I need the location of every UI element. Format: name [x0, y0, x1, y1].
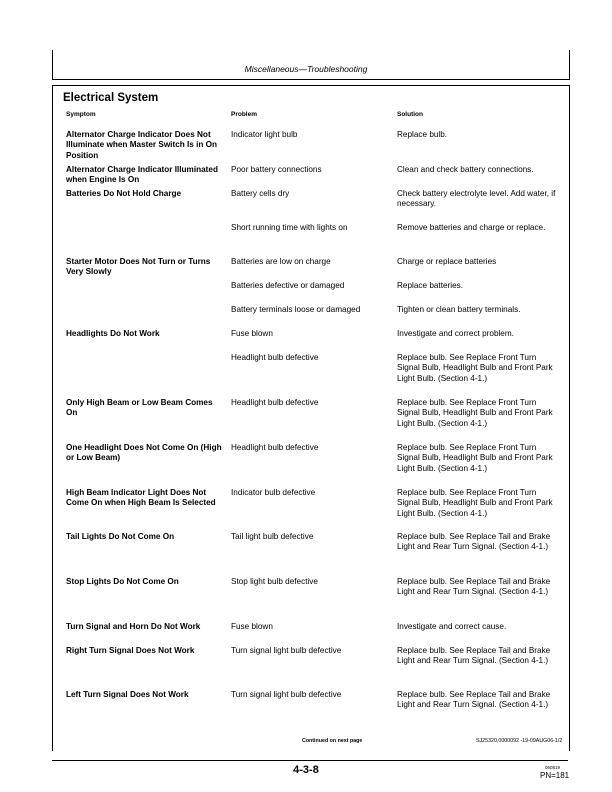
- problem-cell: Headlight bulb defective: [231, 443, 319, 452]
- page-header-title: Miscellaneous—Troubleshooting: [244, 64, 368, 74]
- solution-cell: Replace bulb. See Replace Tail and Brake Light and Rear Turn Signal. (Section 4-1.): [397, 577, 551, 597]
- solution-cell: Charge or replace batteries: [397, 257, 497, 266]
- symptom-cell: Right Turn Signal Does Not Work: [66, 646, 195, 655]
- solution-cell: Replace bulb. See Replace Tail and Brake Light and Rear Turn Signal. (Section 4-1.): [397, 532, 551, 552]
- problem-cell: Batteries defective or damaged: [231, 281, 345, 290]
- symptom-cell: Headlights Do Not Work: [66, 329, 160, 338]
- solution-cell: Replace bulb. See Replace Front Turn Signal Bulb, Headlight Bulb and Front Park Light Bulb. (Section 4-1.): [397, 353, 553, 383]
- solution-cell: Investigate and correct problem.: [397, 329, 514, 338]
- pn-label: PN=181: [540, 771, 570, 780]
- problem-cell: Fuse blown: [231, 622, 273, 631]
- problem-cell: Battery terminals loose or damaged: [231, 305, 361, 314]
- symptom-cell: High Beam Indicator Light Does Not Come On when High Beam Is Selected: [66, 488, 216, 508]
- column-header-problem: Problem: [231, 111, 258, 118]
- solution-cell: Replace bulb.: [397, 130, 448, 139]
- problem-cell: Headlight bulb defective: [231, 353, 319, 362]
- problem-cell: Headlight bulb defective: [231, 398, 319, 407]
- symptom-cell: Left Turn Signal Does Not Work: [66, 690, 189, 699]
- problem-cell: Fuse blown: [231, 329, 273, 338]
- problem-cell: Batteries are low on charge: [231, 257, 331, 266]
- symptom-cell: One Headlight Does Not Come On (High or Low Beam): [66, 443, 222, 463]
- solution-cell: Check battery electrolyte level. Add water, if necessary.: [397, 189, 556, 209]
- continued-note: Continued on next page: [302, 738, 363, 744]
- problem-cell: Poor battery connections: [231, 165, 322, 174]
- problem-cell: Stop light bulb defective: [231, 577, 318, 586]
- problem-cell: Indicator bulb defective: [231, 488, 316, 497]
- problem-cell: Turn signal light bulb defective: [231, 646, 342, 655]
- solution-cell: Investigate and correct cause.: [397, 622, 507, 631]
- problem-cell: Tail light bulb defective: [231, 532, 314, 541]
- solution-cell: Replace bulb. See Replace Front Turn Signal Bulb, Headlight Bulb and Front Park Light Bulb. (Section 4-1.): [397, 488, 553, 518]
- symptom-cell: Only High Beam or Low Beam Comes On: [66, 398, 213, 418]
- symptom-cell: Stop Lights Do Not Come On: [66, 577, 179, 586]
- symptom-cell: Tail Lights Do Not Come On: [66, 532, 175, 541]
- symptom-cell: Alternator Charge Indicator Does Not Illuminate when Master Switch Is in On Position: [66, 130, 218, 160]
- problem-cell: Indicator light bulb: [231, 130, 298, 139]
- solution-cell: Replace batteries.: [397, 281, 463, 290]
- solution-cell: Replace bulb. See Replace Front Turn Signal Bulb, Headlight Bulb and Front Park Light Bulb. (Section 4-1.): [397, 398, 553, 428]
- footer-rule: [52, 760, 568, 761]
- section-title: Electrical System: [63, 92, 159, 104]
- symptom-cell: Alternator Charge Indicator Illuminated when Engine Is On: [66, 165, 218, 185]
- small-code: 060819: [545, 765, 561, 770]
- solution-cell: Clean and check battery connections.: [397, 165, 534, 174]
- reference-code: SJ25320,0000092 -19-09AUG06-1/2: [476, 738, 563, 744]
- problem-cell: Turn signal light bulb defective: [231, 690, 342, 699]
- symptom-cell: Starter Motor Does Not Turn or Turns Very Slowly: [66, 257, 211, 277]
- solution-cell: Replace bulb. See Replace Tail and Brake Light and Rear Turn Signal. (Section 4-1.): [397, 646, 551, 666]
- symptom-cell: Batteries Do Not Hold Charge: [66, 189, 182, 198]
- solution-cell: Tighten or clean battery terminals.: [397, 305, 521, 314]
- page-number: 4-3-8: [293, 764, 319, 776]
- symptom-cell: Turn Signal and Horn Do Not Work: [66, 622, 201, 631]
- column-header-symptom: Symptom: [66, 111, 96, 118]
- solution-cell: Replace bulb. See Replace Tail and Brake Light and Rear Turn Signal. (Section 4-1.): [397, 690, 551, 710]
- problem-cell: Battery cells dry: [231, 189, 290, 198]
- problem-cell: Short running time with lights on: [231, 223, 348, 232]
- solution-cell: Replace bulb. See Replace Front Turn Signal Bulb, Headlight Bulb and Front Park Light Bulb. (Section 4-1.): [397, 443, 553, 473]
- column-header-solution: Solution: [397, 111, 423, 118]
- solution-cell: Remove batteries and charge or replace.: [397, 223, 546, 232]
